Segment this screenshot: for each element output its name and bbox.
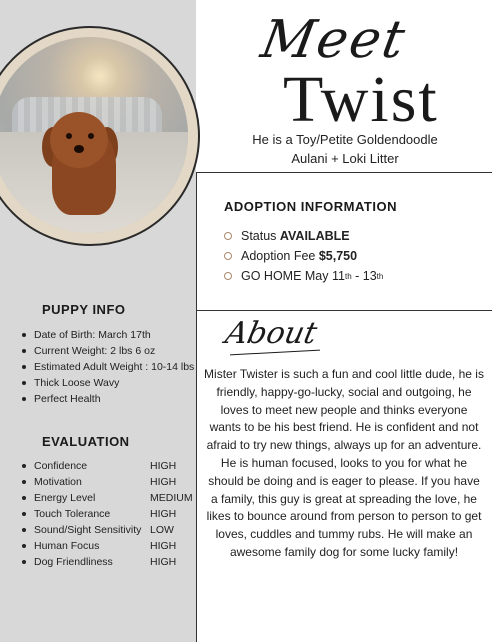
list-item: Status AVAILABLE <box>224 226 383 246</box>
list-item: Confidence HIGH <box>22 458 193 474</box>
bullet-icon <box>22 349 26 353</box>
divider-line <box>196 310 492 311</box>
divider-line <box>196 172 197 310</box>
bullet-icon <box>22 512 26 516</box>
evaluation-heading: EVALUATION <box>42 434 130 449</box>
ring-bullet-icon <box>224 232 232 240</box>
bullet-icon <box>22 381 26 385</box>
puppy-name-title: Twist <box>283 63 439 136</box>
list-item: Touch Tolerance HIGH <box>22 506 193 522</box>
bullet-icon <box>22 333 26 337</box>
list-item: Motivation HIGH <box>22 474 193 490</box>
bullet-icon <box>22 464 26 468</box>
puppy-info-heading: PUPPY INFO <box>42 302 126 317</box>
list-item: Perfect Health <box>22 391 194 407</box>
ring-bullet-icon <box>224 252 232 260</box>
ring-bullet-icon <box>224 272 232 280</box>
list-item: Estimated Adult Weight : 10-14 lbs <box>22 359 194 375</box>
about-heading: About <box>222 316 321 351</box>
adoption-heading: ADOPTION INFORMATION <box>224 199 397 214</box>
list-item: Current Weight: 2 lbs 6 oz <box>22 343 194 359</box>
list-item: Thick Loose Wavy <box>22 375 194 391</box>
adoption-list <box>224 226 383 286</box>
bullet-icon <box>22 365 26 369</box>
list-item: Sound/Sight Sensitivity LOW <box>22 522 193 538</box>
bullet-icon <box>22 480 26 484</box>
fee-value: $5,750 <box>318 249 358 263</box>
list-item: GO HOME May 11 th - 13 th <box>224 266 383 286</box>
list-item: Human Focus HIGH <box>22 538 193 554</box>
litter-subtitle: Aulani + Loki Litter <box>291 151 399 166</box>
status-value: AVAILABLE <box>279 229 350 243</box>
puppy-info-list <box>22 327 194 407</box>
list-item: Adoption Fee $5,750 <box>224 246 383 266</box>
bullet-icon <box>22 397 26 401</box>
puppy-photo <box>0 37 188 233</box>
list-item: Date of Birth: March 17th <box>22 327 194 343</box>
bullet-icon <box>22 560 26 564</box>
list-item: Dog Friendliness HIGH <box>22 554 193 570</box>
divider-line <box>196 172 492 173</box>
bullet-icon <box>22 544 26 548</box>
bullet-icon <box>22 528 26 532</box>
about-paragraph: Mister Twister is such a fun and cool little dude, he is friendly, happy-go-lucky, social and outgoing, he loves to meet new people and thinks everyone wants to be his best friend. He is confident and not afraid to try new things, always up for an adventure. He is human focused, looks to you for what he should be doing and is eager to please. If you have a family, this guy is great at spreading the love, he likes to bounce around from person to person to get loves, cuddles and tummy rubs. He will make an awesome family dog for some lucky family! <box>204 367 484 559</box>
title-script: Meet <box>256 10 411 70</box>
evaluation-list <box>22 458 193 570</box>
bullet-icon <box>22 496 26 500</box>
divider-line <box>196 310 197 642</box>
breed-subtitle: He is a Toy/Petite Goldendoodle <box>252 132 438 147</box>
list-item: Energy Level MEDIUM <box>22 490 193 506</box>
